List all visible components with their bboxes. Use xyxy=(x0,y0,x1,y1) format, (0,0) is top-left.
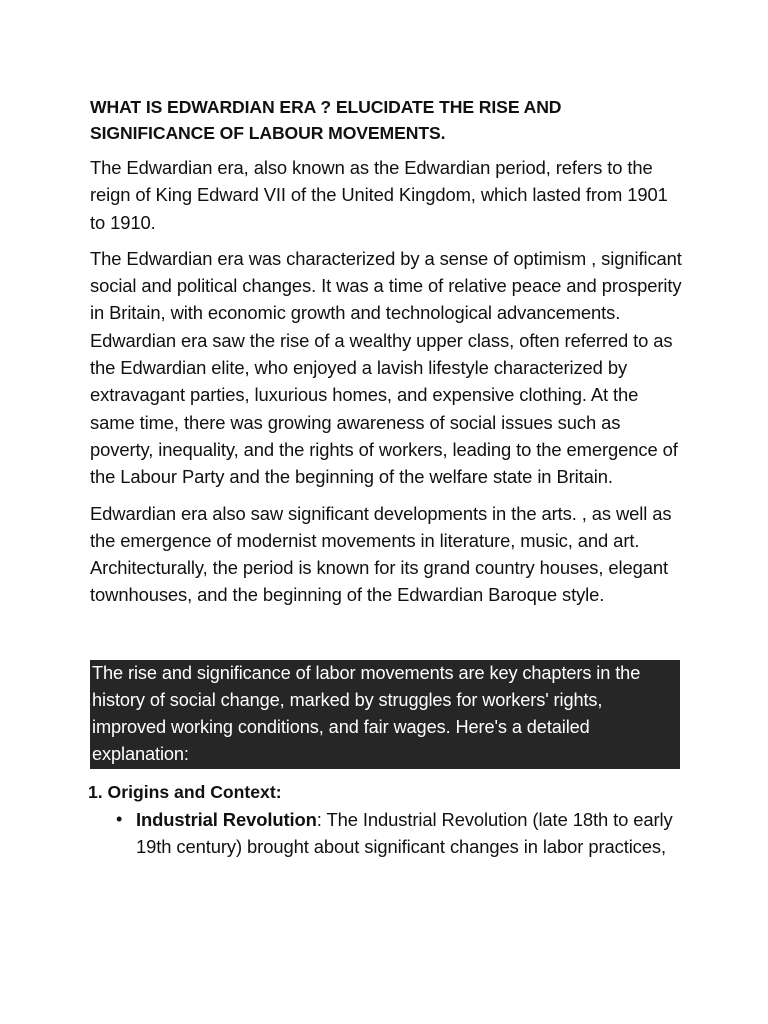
list-item xyxy=(90,806,686,861)
paragraph-arts: Edwardian era also saw significant developments in the arts. , as well as the emergence of modernist movements in literature, music, and art. Architecturally, the period is known for its grand country houses, elegant townhouses, and the beginning of the Edwardian Baroque style. xyxy=(90,502,672,606)
bullet-term: Industrial Revolution xyxy=(136,808,317,830)
bullet-text: : The Industrial Revolution (late 18th to early 19th century) brought about significant changes in labor practices, xyxy=(136,808,673,857)
document-title: WHAT IS EDWARDIAN ERA ? ELUCIDATE THE RISE AND SIGNIFICANCE OF LABOUR MOVEMENTS. xyxy=(90,97,562,143)
highlighted-paragraph: The rise and significance of labor movements are key chapters in the history of social change, marked by struggles for workers' rights, improved working conditions, and fair wages. Here's a detailed explanation: xyxy=(90,660,680,769)
bullet-icon: • xyxy=(116,808,123,829)
section-heading-origins: 1. Origins and Context: xyxy=(88,781,282,802)
paragraph-characteristics: The Edwardian era was characterized by a sense of optimism , significant social and political changes. It was a time of relative peace and prosperity in Britain, with economic growth and technological advancements. Edwardian era saw the rise of a wealthy upper class, often referred to as the Edwardian elite, who enjoyed a lavish lifestyle characterized by extravagant parties, luxurious homes, and expensive clothing. At the same time, there was growing awareness of social issues such as poverty, inequality, and the rights of workers, leading to the emergence of the Labour Party and the beginning of the welfare state in Britain. xyxy=(90,247,682,488)
bullet-list xyxy=(90,806,686,861)
document-content xyxy=(90,94,686,860)
paragraph-spacer xyxy=(90,618,686,660)
paragraph-intro: The Edwardian era, also known as the Edwardian period, refers to the reign of King Edward VII of the United Kingdom, which lasted from 1901 to 1910. xyxy=(90,157,668,233)
